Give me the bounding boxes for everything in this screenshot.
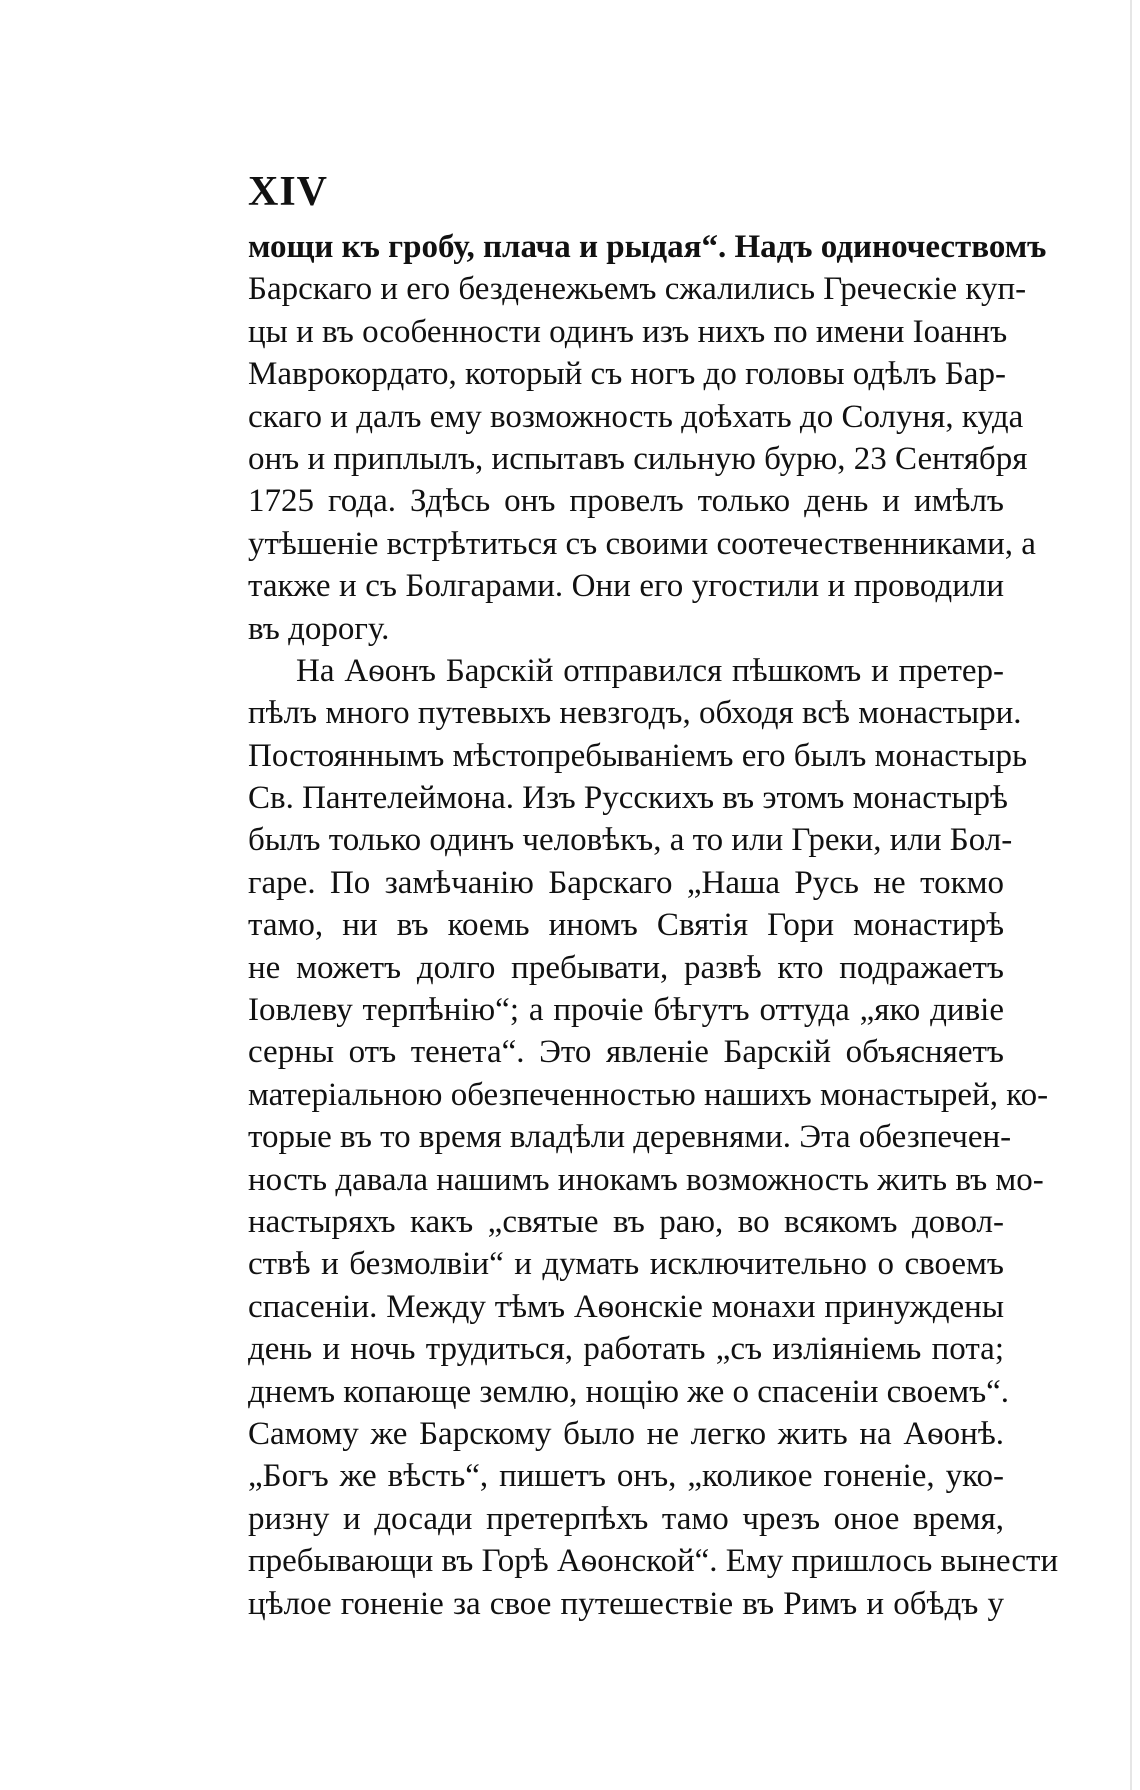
text-line: ность давала нашимъ инокамъ возможность жить въ мо-	[248, 1161, 1044, 1198]
text-line: ризну и досади претерпѣхъ тамо чрезъ оное время,	[248, 1500, 1004, 1537]
text-line: спасеніи. Между тѣмъ Аѳонскіе монахи принуждены	[248, 1288, 1004, 1325]
text-line: утѣшеніе встрѣтиться съ своими соотечественниками, а	[248, 525, 1036, 562]
body-text	[248, 226, 1059, 1625]
text-line: серны отъ тенета“. Это явленіе Барскій объясняетъ	[248, 1034, 1004, 1071]
text-line: день и ночь трудиться, работать „съ изліяніемь пота;	[248, 1331, 1004, 1368]
text-line: Постояннымъ мѣстопребываніемъ его былъ монастырь	[248, 737, 1028, 774]
text-line: гаре. По замѣчанію Барскаго „Наша Русь не токмо	[248, 864, 1004, 901]
text-line: цѣлое гоненіе за свое путешествіе въ Римъ и обѣдъ у	[248, 1585, 1004, 1622]
text-line: Маврокордато, который съ ногъ до головы одѣлъ Бар-	[248, 356, 1006, 393]
text-line: торые въ то время владѣли деревнями. Эта обезпечен-	[248, 1119, 1012, 1156]
text-line: матеріальною обезпеченностью нашихъ монастырей, ко-	[248, 1076, 1049, 1113]
text-line: мощи къ гробу, плача и рыдая“. Надъ одиночествомъ	[248, 229, 1047, 265]
text-line: настыряхъ какъ „святые въ раю, во всякомъ довол-	[248, 1203, 1004, 1240]
text-line: тамо, ни въ коемь иномъ Святія Гори монастирѣ	[248, 907, 1004, 944]
text-line: Іовлеву терпѣнію“; а прочіе бѣгутъ оттуда „яко дивіе	[248, 992, 1004, 1029]
text-line: скаго и далъ ему возможность доѣхать до Солуня, куда	[248, 398, 1024, 435]
text-line: онъ и приплылъ, испытавъ сильную бурю, 23 Сентября	[248, 440, 1028, 477]
text-line: не можетъ долго пребывати, развѣ кто подражаетъ	[248, 949, 1004, 986]
text-line: На Аѳонъ Барскій отправился пѣшкомъ и претер-	[296, 652, 1004, 689]
text-line: въ дорогу.	[248, 610, 390, 647]
text-line: днемъ копающе землю, нощію же о спасеніи своемъ“.	[248, 1373, 1010, 1410]
text-line: пѣлъ много путевыхъ невзгодъ, обходя всѣ монастыри.	[248, 695, 1022, 732]
text-line: „Богъ же вѣсть“, пишетъ онъ, „коликое гоненіе, уко-	[248, 1458, 1004, 1495]
text-line: пребывающи въ Горѣ Аѳонской“. Ему пришлось вынести	[248, 1543, 1059, 1580]
text-line: былъ только одинъ человѣкъ, а то или Греки, или Бол-	[248, 822, 1013, 859]
page-edge-divider	[1130, 0, 1132, 1790]
text-line: 1725 года. Здѣсь онъ провелъ только день и имѣлъ	[248, 483, 1004, 520]
text-line: цы и въ особенности одинъ изъ нихъ по имени Іоаннъ	[248, 313, 1008, 350]
text-line: ствѣ и безмолвіи“ и думать исключительно о своемъ	[248, 1246, 1004, 1283]
text-line: Барскаго и его безденежьемъ сжалились Греческіе куп-	[248, 271, 1027, 308]
text-line: также и съ Болгарами. Они его угостили и проводили	[248, 568, 1004, 605]
text-line: Св. Пантелеймона. Изъ Русскихъ въ этомъ монастырѣ	[248, 780, 1008, 817]
text-line: Самому же Барскому было не легко жить на Аѳонѣ.	[248, 1415, 1004, 1452]
page-number: XIV	[248, 169, 329, 215]
